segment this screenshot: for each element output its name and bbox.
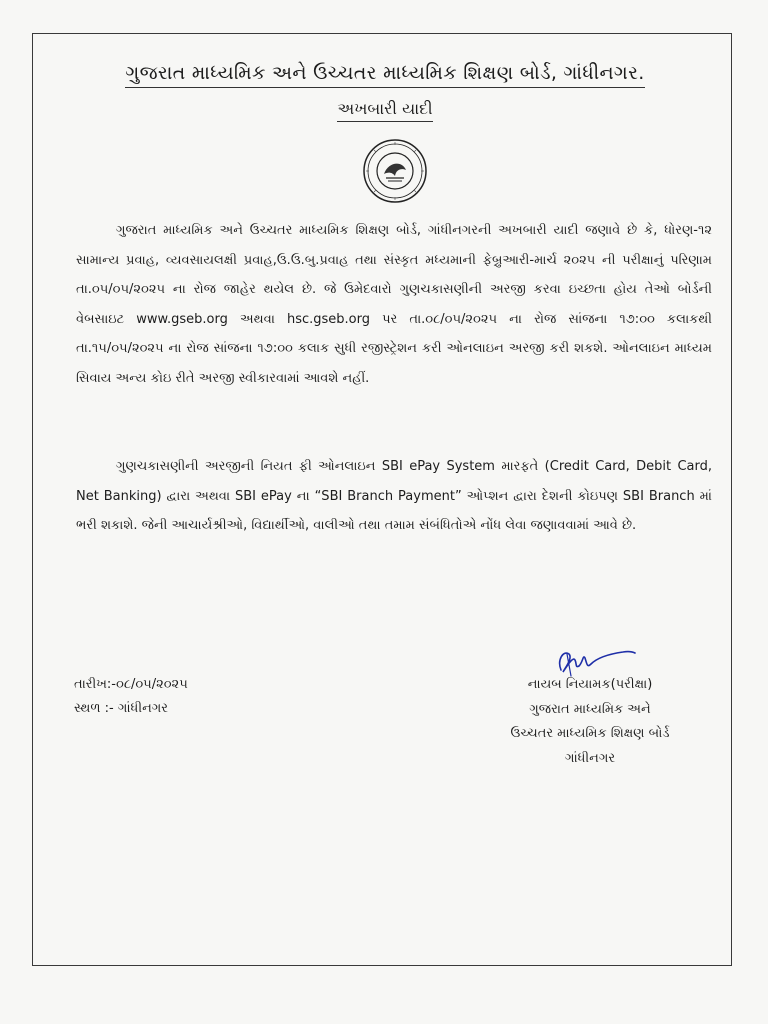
body-paragraph-1	[76, 216, 712, 393]
document-title	[40, 62, 730, 84]
board-seal-icon	[362, 138, 428, 204]
subtitle-text: અખબારી યાદી	[337, 99, 432, 122]
date-place-block	[74, 673, 188, 721]
paragraph-2-text: ગુણચકાસણીની અરજીની નિયત ફી ઓનલાઇન SBI ePay System મારફતે (Credit Card, Debit Card, Net Banking) દ્વારા અથવા SBI ePay ના “SBI Branch Payment” ઓપ્શન દ્વારા દેશની કોઇપણ SBI Branch માં ભરી શકાશે. જેની આચાર્યશ્રીઓ, વિદ્યાર્થીઓ, વાલીઓ તથા તમામ સંબંધિતોએ નોંધ લેવા જણાવવામાં આવે છે.	[76, 459, 712, 533]
body-paragraph-2	[76, 452, 712, 541]
document-subtitle	[40, 99, 730, 119]
signatory-org-line2: ઉચ્ચતર માધ્યમિક શિક્ષણ બોર્ડ	[510, 726, 670, 741]
signatory-block	[470, 673, 710, 771]
title-text: ગુજરાત માધ્યમિક અને ઉચ્ચતર માધ્યમિક શિક્ષણ બોર્ડ, ગાંધીનગર.	[125, 62, 644, 88]
place-text: સ્થળ :- ગાંધીનગર	[74, 701, 168, 716]
signatory-city: ગાંધીનગર	[564, 750, 616, 766]
signatory-org-line1: ગુજરાત માધ્યમિક અને	[529, 701, 651, 717]
paragraph-1-text: ગુજરાત માધ્યમિક અને ઉચ્ચતર માધ્યમિક શિક્ષણ બોર્ડ, ગાંધીનગરની અખબારી યાદી જણાવે છે કે, ધોરણ-૧૨ સામાન્ય પ્રવાહ, વ્યવસાયલક્ષી પ્રવાહ,ઉ.ઉ.બુ.પ્રવાહ તથા સંસ્કૃત મધ્યમાની ફેબ્રુઆરી-માર્ચ ૨૦૨૫ ની પરીક્ષાનું પરિણામ તા.૦૫/૦૫/૨૦૨૫ ના રોજ જાહેર થયેલ છે. જે ઉમેદવારો ગુણચકાસણીની અરજી કરવા ઇચ્છતા હોય તેઓ બોર્ડની વેબસાઇટ www.gseb.org અથવા hsc.gseb.org પર તા.૦૮/૦૫/૨૦૨૫ ના રોજ સાંજના ૧૭:૦૦ કલાકથી તા.૧૫/૦૫/૨૦૨૫ ના રોજ સાંજના ૧૭:૦૦ કલાક સુધી રજીસ્ટ્રેશન કરી ઓનલાઇન અરજી કરી શકશે. ઓનલાઇન માધ્યમ સિવાય અન્ય કોઇ રીતે અરજી સ્વીકારવામાં આવશે નહીં.	[76, 223, 712, 386]
signatory-designation: નાયબ નિયામક(પરીક્ષા)	[527, 677, 653, 692]
date-text: તારીખ:-૦૮/૦૫/૨૦૨૫	[74, 677, 188, 692]
